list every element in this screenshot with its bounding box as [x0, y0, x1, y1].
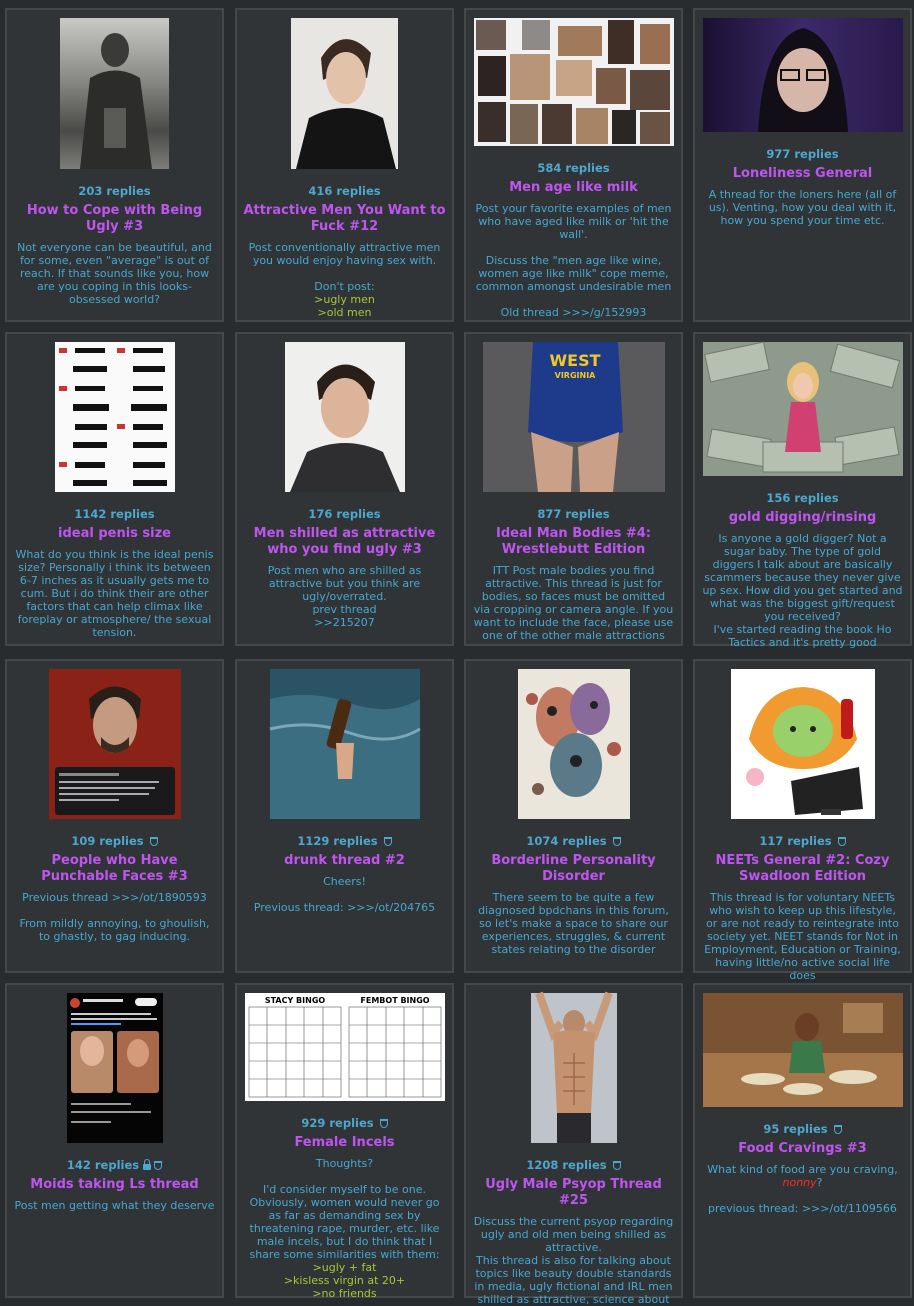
reply-count-text: 109 replies [71, 834, 144, 848]
thread-thumbnail[interactable] [245, 993, 445, 1101]
thread-thumbnail[interactable] [703, 993, 903, 1107]
reply-count: 877 replies [537, 507, 610, 521]
thread-thumbnail[interactable] [731, 669, 875, 819]
reply-count [7, 834, 222, 848]
reply-count-text: 117 replies [759, 834, 832, 848]
thread-card[interactable] [235, 332, 454, 646]
thread-title[interactable]: People who Have Punchable Faces #3 [41, 853, 188, 884]
thread-body-text: ? previous thread: >>>/ot/1109566 [708, 1176, 897, 1215]
reply-count [237, 1116, 452, 1130]
shield-icon [380, 1119, 388, 1128]
reply-count-text: 142 replies [66, 1158, 140, 1172]
reply-count [695, 834, 910, 848]
thread-body: Previous thread >>>/ot/1890593 From mildly annoying, to ghoulish, to ghastly, to gag inducing. [19, 891, 210, 943]
greentext-line: >old men [317, 306, 372, 319]
thread-body: Post your favorite examples of men who have aged like milk or 'hit the wall'. Discuss the "men age like wine, women age like milk" cope meme, common amongst undesirable men Old thread >>>/g/152993 [475, 202, 672, 319]
thread-body: This thread is for voluntary NEETs who wish to keep up this lifestyle, or are not ready to reintegrate into society yet. NEET stands for Not in Employment, Education or Training, having little/no active social life does [704, 891, 905, 982]
thread-title[interactable]: Ideal Man Bodies #4: Wrestlebutt Edition [495, 526, 652, 557]
thread-title[interactable]: Men age like milk [509, 180, 638, 195]
thread-thumbnail[interactable] [55, 342, 175, 492]
bingo-title: FEMBOT BINGO [359, 996, 430, 1005]
thread-body: A thread for the loners here (all of us). Venting, how you deal with it, how you spend your time etc. [708, 188, 900, 227]
reply-count: 156 replies [766, 491, 839, 505]
thread-card[interactable] [693, 983, 912, 1298]
wrestler-image [483, 342, 665, 492]
thread-title[interactable]: Attractive Men You Want to Fuck #12 [243, 203, 446, 234]
man-portrait-image [49, 669, 181, 819]
thread-thumbnail[interactable] [474, 18, 674, 146]
thread-card[interactable] [235, 983, 454, 1298]
shield-icon [150, 837, 158, 846]
greentext-line: >no friends [312, 1287, 377, 1300]
reply-count-text: 95 replies [763, 1122, 828, 1136]
man-portrait-image [285, 342, 405, 492]
shield-icon [834, 1125, 842, 1134]
thread-body: Discuss the current psyop regarding ugly and old men being shilled as attractive. This thread is also for talking about topics like beauty double standards in media, ugly fictional and IRL men shilled as attractive, science about [473, 1215, 674, 1306]
thread-card[interactable] [464, 8, 683, 322]
thread-card[interactable] [693, 659, 912, 982]
reply-count-text: 1074 replies [526, 834, 607, 848]
thread-body [695, 1163, 910, 1215]
shirtless-man-image [531, 993, 617, 1143]
thread-title[interactable]: Loneliness General [732, 166, 873, 181]
shield-icon [613, 1161, 621, 1170]
reply-count: 203 replies [78, 184, 151, 198]
thread-title[interactable]: Moids taking Ls thread [30, 1177, 199, 1192]
jersey-text: VIRGINIA [554, 371, 595, 380]
thread-body: ITT Post male bodies you find attractive. This thread is just for bodies, so faces must be omitted via cropping or camera angle. If you want to include the face, please use one of the other male attractions [473, 564, 677, 642]
thread-body: Post conventionally attractive men you would enjoy having sex with. Don't post: [248, 241, 441, 293]
thread-card[interactable] [5, 983, 224, 1298]
thread-body-text: What kind of food are you craving, [707, 1163, 902, 1176]
thread-title[interactable]: ideal penis size [57, 526, 171, 541]
woman-portrait-image [703, 18, 903, 132]
thread-body: Cheers! Previous thread: >>>/ot/204765 [253, 875, 436, 914]
man-portrait-image [291, 18, 398, 169]
chart-image [55, 342, 175, 492]
thread-card[interactable] [464, 983, 683, 1306]
nonny-text: nonny [782, 1176, 817, 1189]
thread-body: There seem to be quite a few diagnosed bpdchans in this forum, so let's make a space to share our experiences, struggles, & current states relating to the disorder [478, 891, 673, 956]
reply-count: 416 replies [308, 184, 381, 198]
reply-count: 584 replies [537, 161, 610, 175]
thread-thumbnail[interactable] [67, 993, 163, 1143]
thread-thumbnail[interactable] [703, 342, 903, 476]
reply-count [237, 834, 452, 848]
tweet-screenshot-image [67, 993, 163, 1143]
thread-thumbnail[interactable] [49, 669, 181, 819]
doll-money-image [703, 342, 903, 476]
thread-title[interactable]: Female Incels [294, 1135, 395, 1150]
reply-count-text: 1208 replies [526, 1158, 607, 1172]
thread-title[interactable]: Food Cravings #3 [738, 1141, 867, 1156]
thread-body: Post men who are shilled as attractive but you think are ugly/overrated. prev thread >>215207 [267, 564, 422, 629]
thread-title[interactable]: Ugly Male Psyop Thread #25 [485, 1177, 662, 1208]
thread-body: Not everyone can be beautiful, and for some, even "average" is out of reach. If that sounds like you, how are you coping in this looks-obsessed world? [17, 241, 216, 306]
thread-title[interactable]: Men shilled as attractive who you find ugly #3 [253, 526, 436, 557]
thread-body: Thoughts? I'd consider myself to be one. Obviously, women would never go as far as demanding sex by threatening rape, murder, etc. like male incels, but I do think that I share some similarities with them: [249, 1157, 440, 1261]
thread-title[interactable]: NEETs General #2: Cozy Swadloon Edition [715, 853, 890, 884]
jersey-text: WEST [548, 351, 601, 370]
reply-count [466, 1158, 681, 1172]
thread-card[interactable] [693, 332, 912, 649]
thread-thumbnail[interactable] [285, 342, 405, 492]
thread-card[interactable] [235, 659, 454, 973]
reply-count-text: 929 replies [301, 1116, 374, 1130]
thread-title[interactable]: drunk thread #2 [284, 853, 405, 868]
reply-count: 176 replies [308, 507, 381, 521]
reply-count: 977 replies [766, 147, 839, 161]
thread-card[interactable] [693, 8, 912, 322]
thread-body: Is anyone a gold digger? Not a sugar baby. The type of gold diggers I talk about are basically scammers because they never give up sex. How did you get started and what was the biggest gift/request you received? I've started reading the book Ho Tactics and it's pretty good [702, 532, 903, 649]
thread-title[interactable]: Borderline Personality Disorder [491, 853, 656, 884]
shield-icon [838, 837, 846, 846]
reply-count [7, 1158, 222, 1172]
thread-card[interactable] [5, 332, 224, 646]
bingo-title: STACY BINGO [264, 996, 325, 1005]
greentext-line: >ugly men [314, 293, 375, 306]
thread-body: What do you think is the ideal penis size? Personally i think its between 6-7 inches as it usually gets me to cum. But i do think their are other factors that can help climax like foreplay or atmosphere/ the sexual tension. [15, 548, 217, 639]
thread-card[interactable] [235, 8, 454, 322]
reply-count [466, 834, 681, 848]
shield-icon [384, 837, 392, 846]
thread-card[interactable] [5, 8, 224, 322]
bingo-image [245, 993, 445, 1101]
greentext-line: >ugly + fat [312, 1261, 377, 1274]
reply-count-text: 1129 replies [297, 834, 378, 848]
lock-icon [143, 1164, 151, 1170]
thread-card[interactable] [464, 659, 683, 973]
thread-card[interactable] [464, 332, 683, 646]
thread-thumbnail[interactable] [270, 669, 420, 819]
thread-thumbnail[interactable] [518, 669, 630, 819]
cartoon-kitchen-image [703, 993, 903, 1107]
thread-thumbnail[interactable] [531, 993, 617, 1143]
shield-icon [154, 1161, 162, 1170]
bottle-water-image [270, 669, 420, 819]
thread-thumbnail[interactable] [60, 18, 169, 169]
surreal-painting-image [518, 669, 630, 819]
thread-title[interactable]: How to Cope with Being Ugly #3 [26, 203, 203, 234]
sepia-portrait-image [60, 18, 169, 169]
thread-title[interactable]: gold digging/rinsing [728, 510, 877, 525]
thread-card[interactable] [5, 659, 224, 973]
cartoon-neet-image [731, 669, 875, 819]
thread-thumbnail[interactable] [703, 18, 903, 132]
reply-count: 1142 replies [74, 507, 155, 521]
thread-thumbnail[interactable] [483, 342, 665, 492]
greentext-line: >kisless virgin at 20+ [283, 1274, 406, 1287]
collage-image [474, 18, 674, 146]
shield-icon [613, 837, 621, 846]
thread-body: Post men getting what they deserve [14, 1199, 215, 1212]
reply-count [695, 1122, 910, 1136]
thread-thumbnail[interactable] [291, 18, 398, 169]
